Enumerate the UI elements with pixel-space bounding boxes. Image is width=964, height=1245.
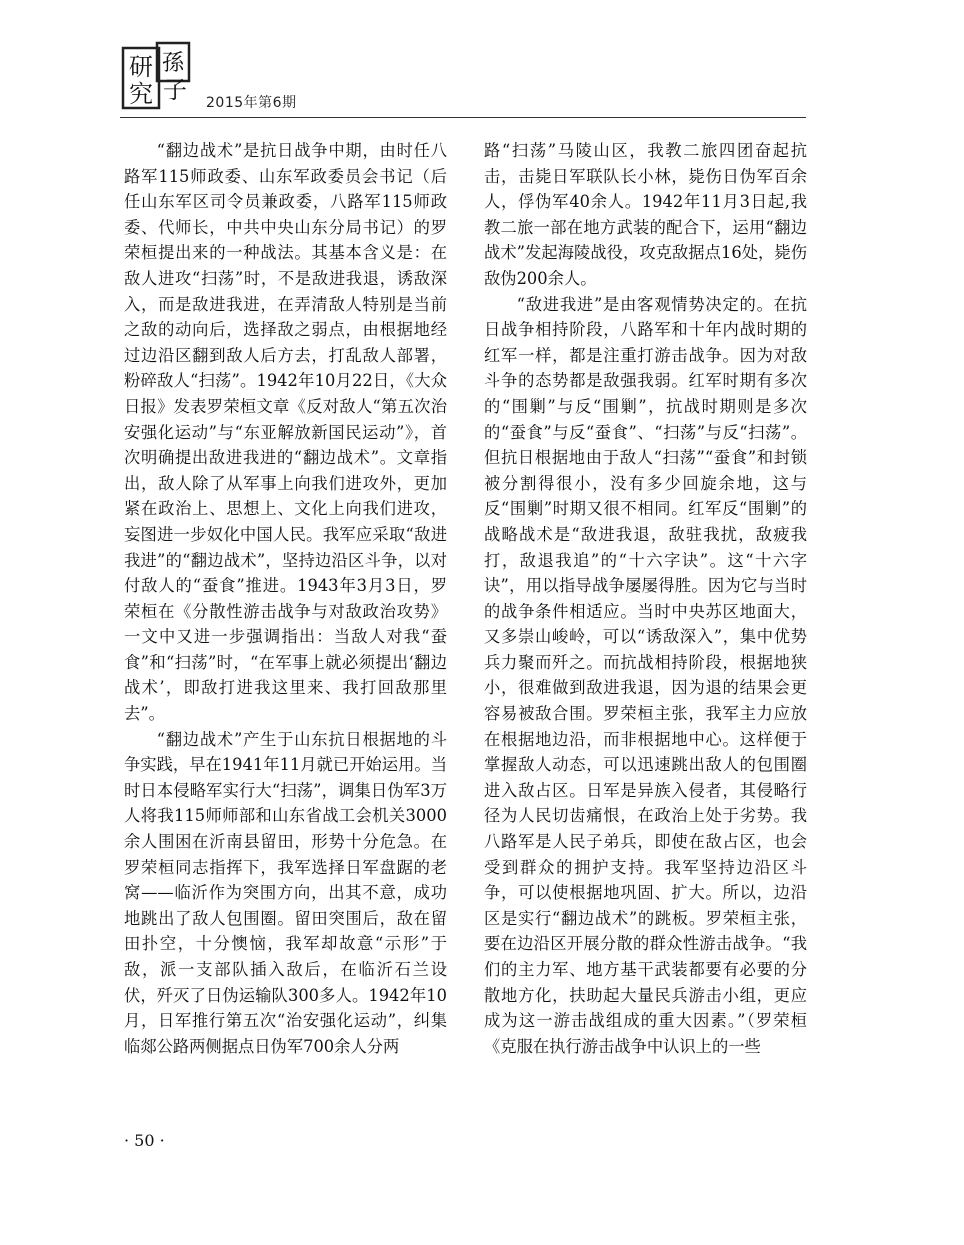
journal-logo-mark xyxy=(120,40,192,112)
journal-logo xyxy=(120,40,192,112)
logo-char-3: 孫 xyxy=(161,51,185,76)
right-column xyxy=(484,138,807,1059)
paragraph: “敌进我进”是由客观情势决定的。在抗日战争相持阶段，八路军和十年内战时期的红军一样，都是注重打游击战争。因为对敌斗争的态势都是敌强我弱。红军时期有多次的“围剿”与反“围剿”，抗战时期则是多次的“蚕食”与反“蚕食”、“扫荡”与反“扫荡”。但抗日根据地由于敌人“扫荡”“蚕食”和封锁被分割得很小，没有多少回旋余地，这与反“围剿”时期又很不相同。红军反“围剿”的战略战术是“敌进我退，敌驻我扰，敌疲我打，敌退我追”的“十六字诀”。这“十六字诀”，用以指导战争屡屡得胜。因为它与当时的战争条件相适应。当时中央苏区地面大，又多崇山峻岭，可以“诱敌深入”，集中优势兵力聚而歼之。而抗战相持阶段，根据地狭小，很难做到敌进我退，因为退的结果会更容易被敌合围。罗荣桓主张，我军主力应放在根据地边沿，而非根据地中心。这样便于掌握敌人动态，可以迅速跳出敌人的包围圈进入敌占区。日军是异族入侵者，其侵略行径为人民切齿痛恨，在政治上处于劣势。我八路军是人民子弟兵，即使在敌占区，也会受到群众的拥护支持。我军坚持边沿区斗争，可以使根据地巩固、扩大。所以，边沿区是实行“翻边战术”的跳板。罗荣桓主张，要在边沿区开展分散的群众性游击战争。“我们的主力军、地方基干武装都要有必要的分散地方化，扶助起大量民兵游击小组，更应成为这一游击战组成的重大因素。”（罗荣桓《克服在执行游击战争中认识上的一些 xyxy=(484,294,807,1056)
paragraph: 路“扫荡”马陵山区，我教二旅四团奋起抗击，击毙日军联队长小林，毙伤日伪军百余人，俘伪军40余人。1942年11月3日起,我教二旅一部在地方武装的配合下，运用“翻边战术”发起海陵战役，攻克敌据点16处，毙伤敌伪200余人。 xyxy=(484,141,807,288)
issue-label: 2015年第6期 xyxy=(206,95,297,111)
logo-char-2: 究 xyxy=(129,80,153,108)
paragraph: “翻边战术”产生于山东抗日根据地的斗争实践，早在1941年11月就已开始运用。当时日本侵略军实行大“扫荡”，调集日伪军3万人将我115师师部和山东省战工会机关3000余人围困在沂南县留田，形势十分危急。在罗荣桓同志指挥下，我军选择日军盘踞的老窝——临沂作为突围方向，出其不意，成功地跳出了敌人包围圈。留田突围后，敌在留田扑空，十分懊恼，我军却故意“示形”于敌，派一支部队插入敌后，在临沂石兰设伏，歼灭了日伪运输队300多人。1942年10月，日军推行第五次“治安强化运动”，纠集临郯公路两侧据点日伪军700余人分两 xyxy=(124,729,447,1056)
header-rule xyxy=(120,117,806,118)
left-column xyxy=(124,138,447,1059)
logo-char-4: 子 xyxy=(163,76,187,104)
logo-char-1: 研 xyxy=(129,53,153,81)
paragraph: “翻边战术”是抗日战争中期，由时任八路军115师政委、山东军政委员会书记（后任山东军区司令员兼政委，八路军115师政委、代师长，中共中央山东分局书记）的罗荣桓提出来的一种战法。其基本含义是：在敌人进攻“扫荡”时，不是敌进我退，诱敌深入，而是敌进我进，在弄清敌人特别是当前之敌的动向后，选择敌之弱点，由根据地经过边沿区翻到敌人后方去，打乱敌人部署，粉碎敌人“扫荡”。1942年10月22日，《大众日报》发表罗荣桓文章《反对敌人“第五次治安强化运动”与“东亚解放新国民运动”》，首次明确提出敌进我进的“翻边战术”。文章指出，敌人除了从军事上向我们进攻外，更加紧在政治上、思想上、文化上向我们进攻，妄图进一步奴化中国人民。我军应采取“敌进我进”的“翻边战术”，坚持边沿区斗争，以对付敌人的“蚕食”推进。1943年3月3日，罗荣桓在《分散性游击战争与对敌政治攻势》一文中又进一步强调指出：当敌人对我“蚕食”和“扫荡”时，“在军事上就必须提出‘翻边战术’，即敌打进我这里来、我打回敌那里去”。 xyxy=(124,141,447,724)
page-number: · 50 · xyxy=(124,1131,165,1150)
